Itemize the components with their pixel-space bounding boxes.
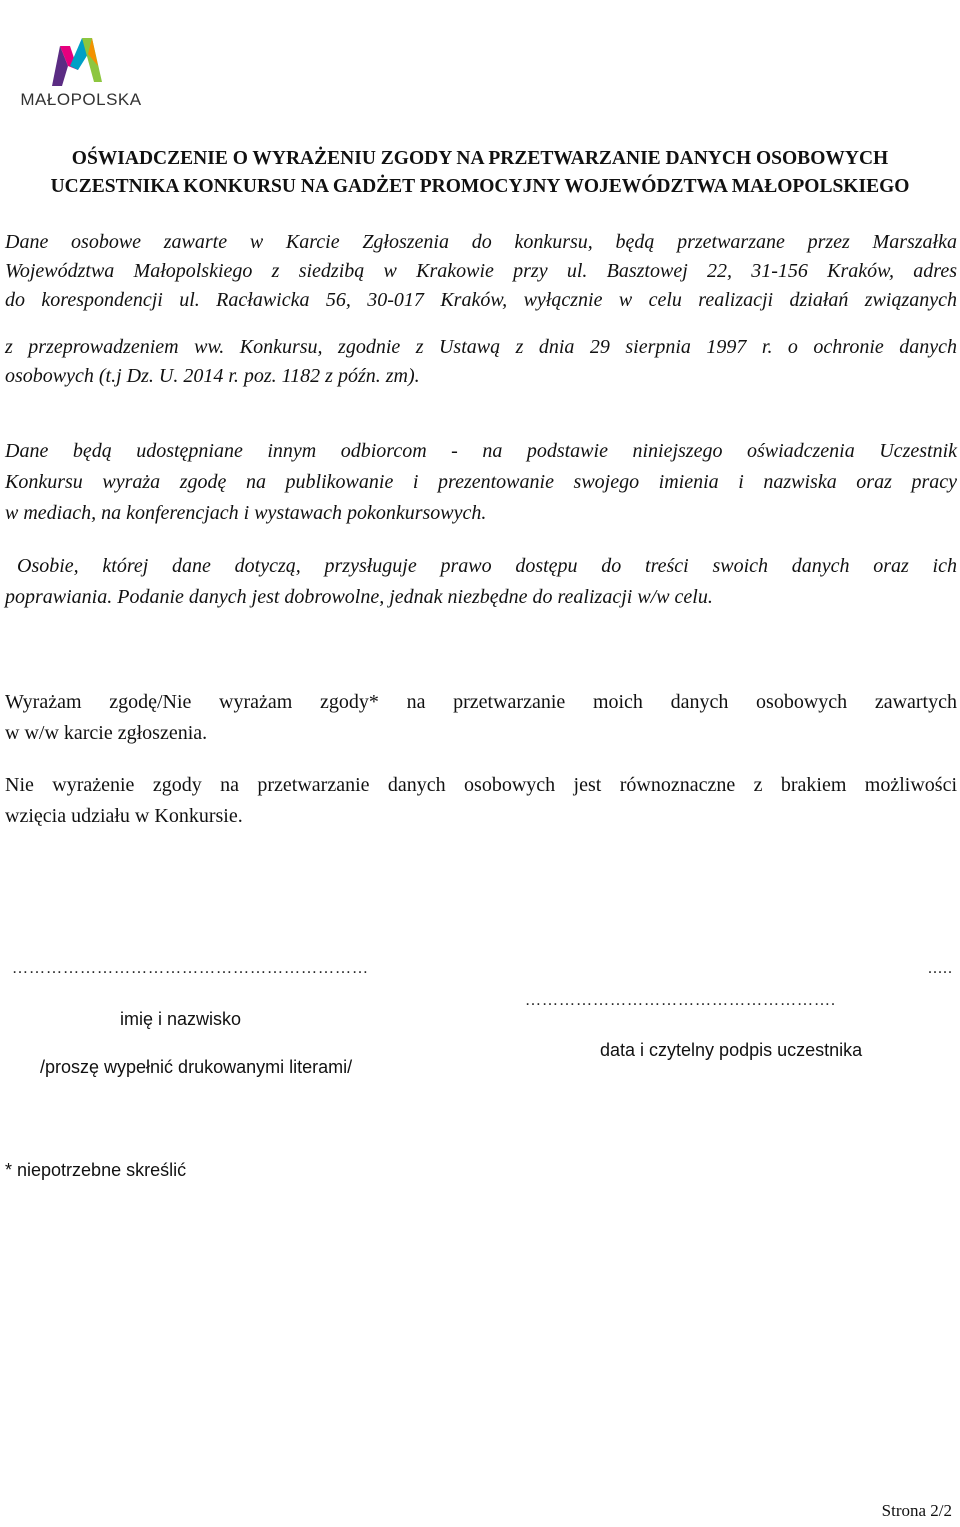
p4-line-2: w w/w karcie zgłoszenia. [5,722,208,744]
p4-line-1: Wyrażam zgodę/Nie wyrażam zgody* na przetwarzanie moich danych osobowych zawartych [5,691,957,713]
title-line-1: OŚWIADCZENIE O WYRAŻENIU ZGODY NA PRZETWARZANIE DANYCH OSOBOWYCH [71,148,889,169]
paragraph-consent [5,687,957,749]
p2-line-2: Konkursu wyraża zgodę na publikowanie i prezentowanie swojego imienia i nazwiska oraz pracy [5,471,957,493]
logo-text: MAŁOPOLSKA [20,90,142,109]
title-line-2: UCZESTNIKA KONKURSU NA GADŻET PROMOCYJNY WOJEWÓDZTWA MAŁOPOLSKIEGO [50,176,910,197]
malopolska-logo [8,8,148,126]
paragraph-no-consent [5,770,957,832]
p1-line-4: z przeprowadzeniem ww. Konkursu, zgodnie z Ustawą z dnia 29 sierpnia 1997 r. o ochronie danych [5,336,957,358]
name-dotted-line: ……………………………………………………… [12,960,369,977]
p2-line-1: Dane będą udostępniane innym odbiorcom - na podstawie niniejszego oświadczenia Uczestnik [5,440,957,462]
name-hint: /proszę wypełnić drukowanymi literami/ [40,1057,353,1077]
signature-dotted-line: ………………………………………………. [525,992,836,1009]
p2-line-3: w mediach, na konferencjach i wystawach pokonkursowych. [5,502,487,524]
footnote: * niepotrzebne skreślić [5,1160,187,1180]
p1-line-2: Województwa Małopolskiego z siedzibą w Krakowie przy ul. Basztowej 22, 31-156 Kraków, adres [5,260,957,282]
malopolska-logo-mark [48,36,110,88]
p5-line-2: wzięcia udziału w Konkursie. [5,805,243,827]
document-title [0,145,960,201]
p5-line-1: Nie wyrażenie zgody na przetwarzanie danych osobowych jest równoznaczne z brakiem możliwości [5,774,957,796]
signature-label: data i czytelny podpis uczestnika [600,1040,863,1060]
p3-line-2: poprawiania. Podanie danych jest dobrowolne, jednak niezbędne do realizacji w/w celu. [5,586,713,608]
p1-line-5: osobowych (t.j Dz. U. 2014 r. poz. 1182 z późn. zm). [5,365,420,387]
paragraph-rights [5,551,957,613]
name-label: imię i nazwisko [120,1009,242,1029]
paragraph-data-controller [5,228,957,391]
p1-line-1: Dane osobowe zawarte w Karcie Zgłoszenia do konkursu, będą przetwarzane przez Marszałka [5,231,957,253]
paragraph-recipients [5,436,957,529]
p3-line-1: Osobie, której dane dotyczą, przysługuje prawo dostępu do treści swoich danych oraz ich [17,555,957,577]
signature-dots-end: ..... [928,960,953,977]
page-number: Strona 2/2 [881,1501,952,1520]
p1-line-3: do korespondencji ul. Racławicka 56, 30-017 Kraków, wyłącznie w celu realizacji działań związanych [5,289,957,311]
